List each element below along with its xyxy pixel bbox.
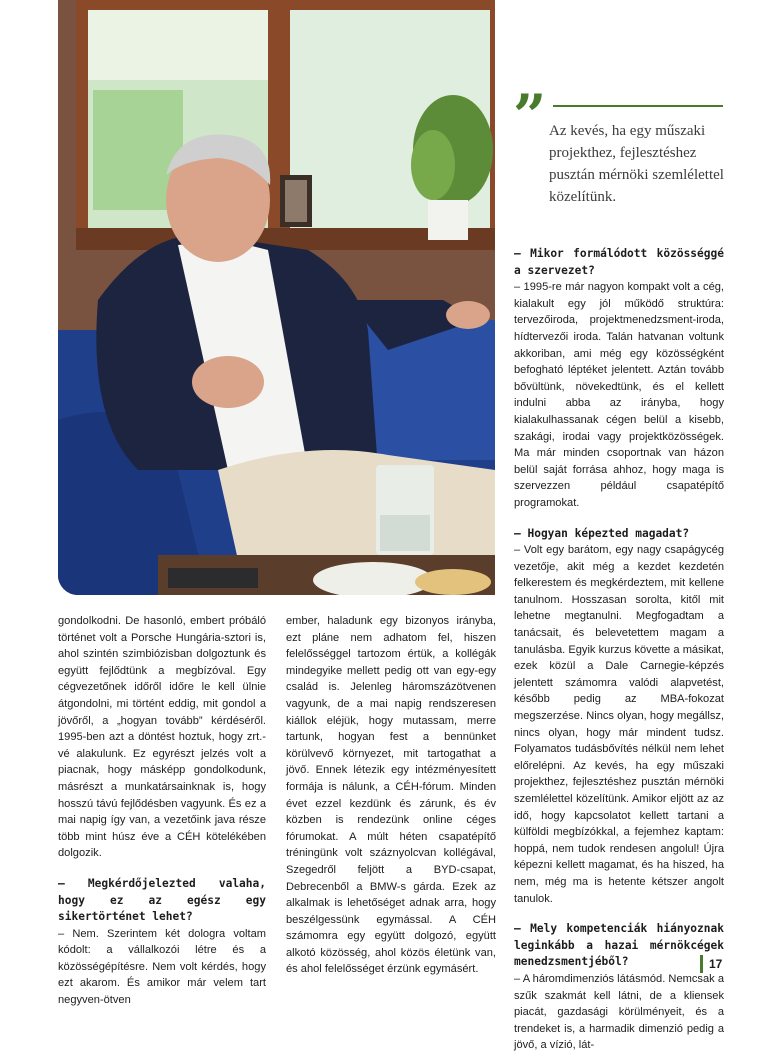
interview-question: – Mikor formálódott közösséggé a szervezet?	[514, 247, 724, 277]
page-number: 17	[700, 955, 722, 973]
interview-photo	[58, 0, 495, 595]
article-column-left	[58, 613, 266, 1009]
interview-answer: – Volt egy barátom, egy nagy csapágycég vezetője, akit még a kezdet kezdetén felkerestem és megkérdeztem, mit kellene tanulnom. Hosszasan sorolta, kitől mit lehetne megtanulni. Megfogadtam a tanácsait, és belevetettem magam a tanulásba. Egyik kurzus követte a másikat, ezek közül a Dale Carnegie-képzés jelentett számomra valódi alapvetést, később pedig az MBA-fokozat megszerzése. Nincs olyan, hogy megállsz, nincs olyan, hogy már mindent tudsz. Folyamatos tudásbővítés nélkül nem lehet előrelépni. Az kevés, ha egy műszaki projekthez, fejlesztéshez pusztán mérnöki szemlélettel közelítünk. Amikor eljött az az idő, hogy kapcsolatot kellett tartani a külföldi megbízókkal, a fejemhez kaptam: hoppá, nem tudok rendesen angolul! Újra képezni kellett magamat, és ha hiszed, ha nem, még ma is hetente kétszer angolt tanulok.	[514, 544, 724, 905]
interview-answer: – Nem. Szerintem két dologra voltam kódolt: a vállalkozói létre és a közösségépítésre. Nem volt kérdés, hogy ezt akarom. És amikor már velem tart negyven-ötven	[58, 927, 266, 1007]
interview-question: – Mely kompetenciák hiányoznak leginkább a hazai mérnökcégek menedzsmentjéből?	[514, 922, 724, 969]
quote-mark-icon: ”	[513, 82, 547, 150]
interview-question: – Hogyan képezted magadat?	[514, 526, 690, 540]
body-paragraph: gondolkodni. De hasonló, embert próbáló történet volt a Porsche Hungária-sztori is, ahol szintén szimbiózisban dolgoztunk és együtt fejlődtünk a megbízóval. Egy cégvezetőnek időről időre le kell ülnie átgondolni, mi történt eddig, mit gondol a jövőről, a „hogyan tovább” kérdéséről. 1995-ben azt a döntést hoztuk, hogy zrt.-vé alakulunk. Ez egyrészt jelzés volt a piacnak, hogy másképp gondolkodunk, másrészt a munkatársainknak is, hogy hosszú távú fejlődésben vagyunk. És ez a mai napig így van, a vezetőink java része több mint húsz éve a CÉH kötelékében dolgozik.	[58, 615, 266, 860]
article-column-right	[514, 246, 724, 1054]
article-column-middle	[286, 613, 496, 978]
pull-quote-text: Az kevés, ha egy műszaki projekthez, fejlesztéshez pusztán mérnöki szemlélettel közelítünk.	[549, 123, 724, 205]
interview-answer: – A háromdimenziós látásmód. Nemcsak a szűk szakmát kell látni, de a kliensek piacát, gazdasági körülményeit, és a trendeket is, a harmadik dimenzió pedig a jövő, a vízió, lát-	[514, 972, 724, 1052]
quote-divider	[553, 105, 723, 107]
body-paragraph: ember, haladunk egy bizonyos irányba, ezt pláne nem adhatom fel, hiszen felelősséggel tartozom értük, a kollégák mindegyike mellett pedig ott van egy-egy család is. Jelenleg háromszázötvenen vagyunk, de a mai napig rendszeresen kiállok eléjük, hogy mutassam, merre tartunk, hogyan fest a bennünket körülvevő környezet, mit tartogathat a jövő. Ennek létezik egy intézményesített formája is nálunk, a CÉH-fórum. Minden évet ezzel kezdünk és zárunk, és év közben is rendezünk online céges fórumokat. A múlt héten csapatépítő tréningünk volt száznyolcvan kollégával, Szegedről feljött a BYD-csapat, Debrecenből a BMW-s gárda. Ezek az alkalmak is lehetőséget adnak arra, hogy beszélgessünk egymással. A CÉH számomra egy együtt dolgozó, együtt alkotó közösség, ahol közös életünk van, és ahol felelősséget érzünk egymásért.	[286, 615, 496, 976]
interview-question: – Megkérdőjelezted valaha, hogy ez az egész egy sikertörténet lehet?	[58, 876, 266, 924]
interview-answer: – 1995-re már nagyon kompakt volt a cég, kialakult egy jól működő struktúra: tervezőiroda, projektmenedzsment-iroda, hídtervezői iroda. Talán hatvanan voltunk akkoriban, ami még egy közösségként befogható léptéket jelentett. Aztán tovább bővültünk, növekedtünk, és el kellett indulni abba az irányba, hogy kialakulhassanak cégen belül a kisebb, szakági, irodai vagy projektközösségek. Ma már minden csoportnak van házon belül saját forrása ahhoz, hogy maga is szervezzen például csapatépítő programokat.	[514, 281, 724, 509]
